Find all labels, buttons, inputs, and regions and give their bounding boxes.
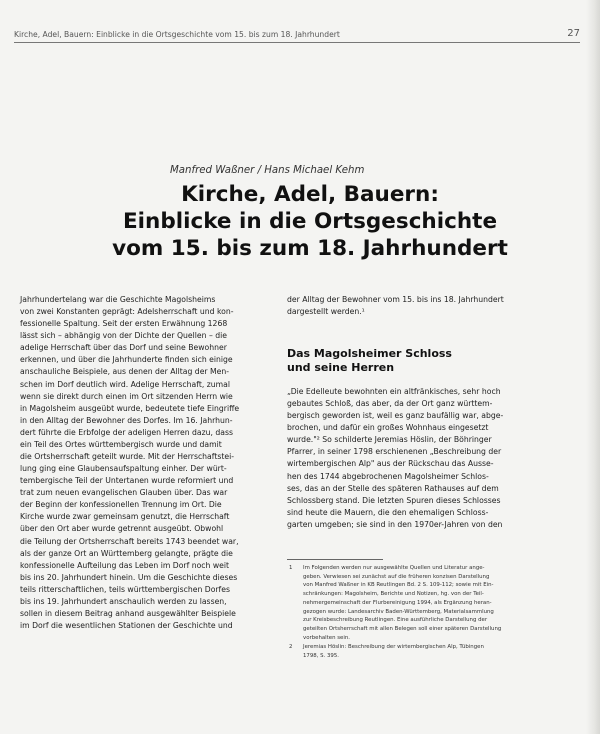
- text-line: über den Ort aber wurde getrennt ausgeübt. Obwohl: [20, 524, 224, 534]
- title-line: vom 15. bis zum 18. Jahrhundert: [112, 236, 508, 261]
- footnote-line: Im Folgenden werden nur ausgewählte Quellen und Literatur ange-: [303, 565, 485, 571]
- heading-line: und seine Herren: [287, 360, 395, 374]
- footnote-line: 1798, S. 395.: [303, 653, 339, 660]
- footnotes: [287, 564, 557, 661]
- running-head-title: Kirche, Adel, Bauern: Einblicke in die Ortsgeschichte vom 15. bis zum 18. Jahrhundert: [14, 30, 340, 39]
- running-head: [14, 30, 580, 43]
- text-line: bis ins 19. Jahrhundert anschaulich werden zu lassen,: [20, 596, 227, 606]
- text-line: als der ganze Ort an Württemberg gelangte, prägte die: [20, 548, 233, 558]
- text-line: sollen in diesem Beitrag anhand ausgewählter Beispiele: [20, 609, 236, 619]
- article-authors: Manfred Waßner / Hans Michael Kehm: [170, 165, 365, 176]
- footnote-number: 2: [289, 644, 293, 651]
- text-line: gebautes Schloß, das aber, da der Ort ganz württem-: [287, 399, 493, 409]
- text-line: im Dorf die wesentlichen Stationen der Geschichte und: [20, 621, 233, 631]
- page-edge-shadow: [586, 0, 600, 734]
- footnote-divider: [287, 559, 383, 560]
- text-line: in den Alltag der Bewohner des Dorfes. Im 16. Jahrhun-: [20, 415, 233, 425]
- footnote-line: zur Kreisbeschreibung Reutlingen. Eine ausführliche Darstellung der: [303, 617, 488, 624]
- text-line: brochen, und dafür ein großes Wohnhaus eingesetzt: [287, 423, 489, 433]
- text-line: tembergische Teil der Untertanen wurde reformiert und: [20, 476, 234, 486]
- text-line: erkennen, und über die Jahrhunderte finden sich einige: [20, 355, 233, 365]
- footnote-line: nehmergemeinschaft der Flurbereinigung 1994, als Ergänzung heran-: [303, 599, 492, 606]
- text-line: ses, das an der Stelle des späteren Rathauses auf dem: [287, 483, 499, 493]
- text-line: bis ins 20. Jahrhundert hinein. Um die Geschichte dieses: [20, 572, 238, 582]
- footnote-number: 1: [289, 565, 293, 571]
- article-title: [60, 181, 560, 262]
- footnote-line: geben. Verwiesen sei zunächst auf die früheren konzisen Darstellung: [303, 573, 490, 580]
- text-line: trat zum neuen evangelischen Glauben über. Das war: [20, 488, 228, 498]
- text-line: lung ging eine Glaubensaufspaltung einher. Der würt-: [20, 464, 227, 474]
- footnote: [287, 643, 557, 660]
- text-line: lässt sich – abhängig von der Dichte der Quellen – die: [20, 331, 228, 341]
- text-line: dargestellt werden.¹: [287, 307, 365, 317]
- text-line: Pfarrer, in seiner 1798 erschienenen „Beschreibung der: [287, 447, 502, 457]
- page-number: 27: [567, 28, 580, 39]
- text-line: wenn sie direkt durch einen im Ort sitzenden Herrn wie: [20, 391, 233, 401]
- footnote-line: Jeremias Höslin: Beschreibung der wirtembergischen Alp, Tübingen: [303, 644, 484, 651]
- text-line: wurde."² So schilderte Jeremias Höslin, der Böhringer: [287, 435, 492, 445]
- left-column-text: [20, 294, 282, 632]
- text-line: die Teilung der Ortsherrschaft bereits 1743 beendet war,: [20, 536, 239, 546]
- text-line: wirtembergischen Alp" aus der Rückschau das Ausse-: [287, 459, 494, 469]
- text-line: von zwei Konstanten geprägt: Adelsherrschaft und kon-: [20, 307, 234, 317]
- text-line: sind heute die Mauern, die den ehemaligen Schloss-: [287, 507, 489, 517]
- text-line: Jahrhundertelang war die Geschichte Magolsheims: [20, 295, 216, 304]
- footnote: [287, 564, 557, 642]
- text-line: der Alltag der Bewohner vom 15. bis ins 18. Jahrhundert: [287, 295, 504, 304]
- text-line: garten umgeben; sie sind in den 1970er-Jahren von den: [287, 519, 503, 529]
- footnote-line: vorbehalten sein.: [303, 634, 350, 641]
- section-heading: [287, 347, 547, 374]
- right-column-intro: [287, 294, 575, 318]
- text-line: ein Teil des Ortes württembergisch wurde und damit: [20, 439, 222, 449]
- text-line: in Magolsheim ausgeübt wurde, bedeutete tiefe Eingriffe: [20, 403, 240, 413]
- text-line: Kirche wurde zwar gemeinsam genutzt, die Herrschaft: [20, 512, 230, 522]
- title-line: Einblicke in die Ortsgeschichte: [122, 209, 498, 234]
- text-line: adelige Herrschaft über das Dorf und seine Bewohner: [20, 343, 227, 353]
- footnote-line: geteilten Ortsherrschaft mit allen Belegen soll einer späteren Darstellung: [303, 625, 502, 632]
- text-line: fessionelle Spaltung. Seit der ersten Erwähnung 1268: [20, 319, 228, 329]
- text-line: die Ortsherrschaft geteilt wurde. Mit der Herrschaftstei-: [20, 452, 235, 462]
- text-line: der Beginn der konfessionellen Trennung im Ort. Die: [20, 500, 222, 510]
- text-line: „Die Edelleute bewohnten ein altfränkisches, sehr hoch: [287, 387, 501, 396]
- text-line: konfessionelle Aufteilung das Leben im Dorf noch weit: [20, 560, 229, 570]
- text-line: anschauliche Beispiele, aus denen der Alltag der Men-: [20, 367, 230, 377]
- text-line: dert führte die Erbfolge der adeligen Herren dazu, dass: [20, 427, 234, 437]
- text-line: schen im Dorf deutlich wird. Adelige Herrschaft, zumal: [20, 379, 230, 389]
- heading-line: Das Magolsheimer Schloss: [287, 347, 452, 360]
- footnote-line: gezogen wurde: Landesarchiv Baden-Württemberg, Materialsammlung: [303, 608, 494, 615]
- text-line: hen des 1744 abgebrochenen Magolsheimer Schlos-: [287, 471, 489, 481]
- footnote-line: schränkungen: Magolsheim, Berichte und Notizen, hg. von der Teil-: [303, 591, 484, 598]
- text-line: teils ritterschaftlichen, teils württembergischen Dorfes: [20, 584, 230, 594]
- text-line: bergisch geworden ist, weil es ganz baufällig war, abge-: [287, 411, 504, 421]
- section-text: [287, 386, 577, 531]
- text-line: Schlossberg stand. Die letzten Spuren dieses Schlosses: [287, 495, 501, 505]
- title-line: Kirche, Adel, Bauern:: [181, 182, 439, 207]
- footnote-line: von Manfred Waßner in KB Reutlingen Bd. 2 S. 109-112; sowie mit Ein-: [303, 582, 494, 589]
